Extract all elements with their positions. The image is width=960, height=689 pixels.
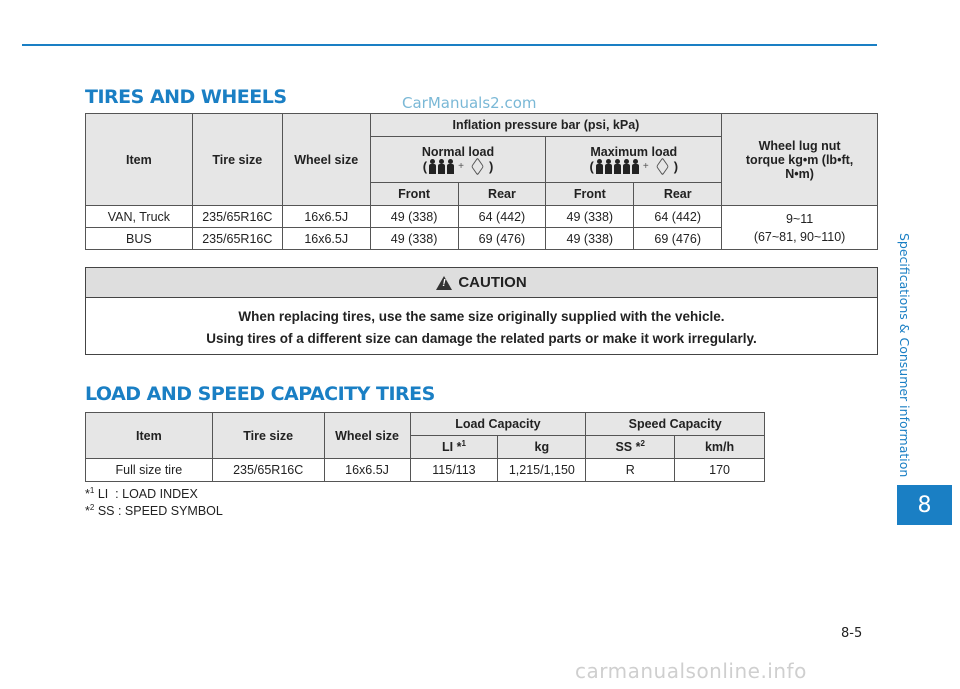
footnote-sup: 2 [89, 503, 95, 512]
footnote-ss [85, 503, 223, 518]
cell-kmh: 170 [675, 459, 765, 482]
header-kg: kg [498, 436, 586, 459]
chapter-number-tab: 8 [897, 485, 952, 525]
section-title-load-speed-capacity: LOAD AND SPEED CAPACITY TIRES [85, 383, 435, 405]
person-icon [429, 159, 436, 174]
header-ss-label: SS * [615, 440, 641, 455]
watermark-bottom: carmanualsonline.info [575, 659, 807, 683]
maximum-load-label: Maximum load [590, 145, 678, 159]
header-ss-sup: 2 [640, 439, 645, 449]
person-icon [596, 159, 603, 174]
load-speed-capacity-table [85, 412, 765, 482]
header-maximum-load [546, 137, 722, 183]
header-li-sup: 1 [461, 439, 466, 449]
header-li-label: LI * [441, 440, 462, 455]
cell-wheel-size: 16x6.5J [324, 459, 410, 482]
maximum-load-icons: ( + ) [589, 159, 679, 174]
warning-triangle-icon [436, 276, 452, 290]
caution-box [85, 267, 878, 355]
cell-kg: 1,215/1,150 [498, 459, 586, 482]
person-icon [605, 159, 612, 174]
person-icon [632, 159, 639, 174]
caution-header [86, 268, 877, 298]
cell-normal-rear: 64 (442) [458, 206, 546, 228]
header-li [410, 436, 498, 459]
cell-max-front: 49 (338) [546, 228, 634, 250]
side-tab-chapter-title: Specifications & Consumer information [897, 233, 912, 478]
person-icon-group [429, 159, 454, 174]
header-max-front: Front [546, 183, 634, 206]
person-icon [614, 159, 621, 174]
caution-line-2: Using tires of a different size can damage the related parts or make it work irregularly. [206, 331, 757, 346]
header-wheel-lug-nut-torque: Wheel lug nut torque kg•m (lb•ft, N•m) [722, 114, 878, 206]
table-row [86, 459, 765, 482]
header-tire-size: Tire size [192, 114, 282, 206]
torque-value-sub: (67~81, 90~110) [753, 229, 846, 244]
top-rule [22, 44, 877, 46]
footnote-li [85, 486, 198, 501]
cell-max-rear: 64 (442) [634, 206, 722, 228]
header-item: Item [86, 114, 193, 206]
header-ss [586, 436, 675, 459]
cell-normal-front: 49 (338) [370, 228, 458, 250]
caution-title: CAUTION [458, 274, 527, 291]
header-normal-rear: Rear [458, 183, 546, 206]
tires-wheels-table [85, 113, 878, 250]
cell-tire-size: 235/65R16C [192, 206, 282, 228]
cell-ss: R [586, 459, 675, 482]
header-load-capacity: Load Capacity [410, 413, 586, 436]
header-tire-size: Tire size [212, 413, 324, 459]
table-row [86, 206, 878, 228]
cell-wheel-size: 16x6.5J [282, 228, 370, 250]
footnote-mark: * [85, 487, 90, 502]
header-wheel-size: Wheel size [324, 413, 410, 459]
normal-load-label: Normal load [421, 145, 495, 159]
cell-tire-size: 235/65R16C [212, 459, 324, 482]
cell-li: 115/113 [410, 459, 498, 482]
person-icon-group [596, 159, 639, 174]
header-kmh: km/h [675, 436, 765, 459]
person-icon [447, 159, 454, 174]
cell-wheel-size: 16x6.5J [282, 206, 370, 228]
page-number: 8-5 [841, 626, 863, 641]
cell-max-front: 49 (338) [546, 206, 634, 228]
caution-line-1: When replacing tires, use the same size originally supplied with the vehicle. [238, 309, 725, 324]
cell-torque [722, 206, 878, 250]
header-inflation-pressure: Inflation pressure bar (psi, kPa) [370, 114, 722, 137]
luggage-icon [471, 157, 484, 175]
cell-item: VAN, Truck [86, 206, 193, 228]
section-title-tires-and-wheels: TIRES AND WHEELS [85, 86, 287, 108]
luggage-icon [656, 157, 669, 175]
header-item: Item [86, 413, 213, 459]
cell-item: Full size tire [86, 459, 213, 482]
watermark-top: CarManuals2.com [402, 94, 537, 112]
cell-tire-size: 235/65R16C [192, 228, 282, 250]
person-icon [623, 159, 630, 174]
header-normal-front: Front [370, 183, 458, 206]
footnote-text: LI : LOAD INDEX [97, 487, 198, 502]
header-speed-capacity: Speed Capacity [586, 413, 765, 436]
footnote-mark: * [85, 504, 90, 519]
header-wheel-size: Wheel size [282, 114, 370, 206]
cell-normal-front: 49 (338) [370, 206, 458, 228]
person-icon [438, 159, 445, 174]
footnote-text: SS : SPEED SYMBOL [97, 504, 223, 519]
header-max-rear: Rear [634, 183, 722, 206]
normal-load-icons: ( + ) [422, 159, 494, 174]
header-normal-load [370, 137, 546, 183]
torque-value: 9~11 [785, 211, 814, 226]
caution-body [86, 298, 877, 350]
footnote-sup: 1 [89, 486, 95, 495]
cell-item: BUS [86, 228, 193, 250]
cell-normal-rear: 69 (476) [458, 228, 546, 250]
cell-max-rear: 69 (476) [634, 228, 722, 250]
